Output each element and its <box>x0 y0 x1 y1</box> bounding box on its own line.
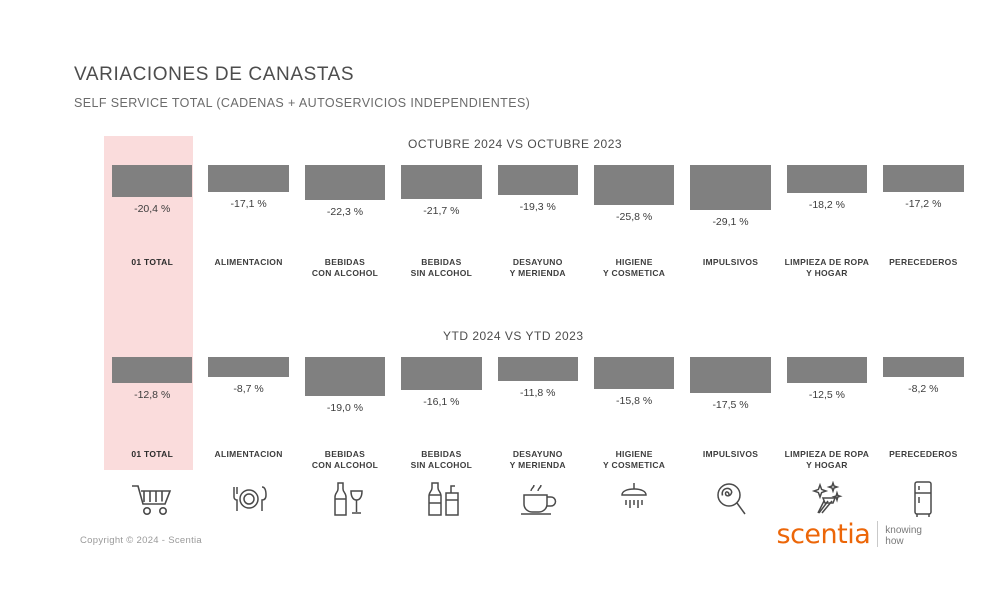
chart-column <box>200 165 296 295</box>
bar-zone <box>393 357 489 429</box>
chart-title-october: OCTUBRE 2024 VS OCTUBRE 2023 <box>408 137 623 151</box>
bar <box>594 165 674 205</box>
shower-head-icon <box>586 474 682 524</box>
bar-value-label: -21,7 % <box>423 204 460 217</box>
category-label: 01 TOTAL <box>131 257 174 267</box>
chart-column <box>586 165 682 295</box>
bar-zone <box>779 165 875 237</box>
chart-column <box>779 165 875 295</box>
bar <box>883 165 963 192</box>
bar <box>112 357 192 383</box>
bar-zone <box>297 357 393 429</box>
chart-column <box>875 165 971 295</box>
bar-zone <box>875 165 971 237</box>
sparkle-cleaning-icon <box>779 474 875 524</box>
bar-zone <box>586 165 682 237</box>
lollipop-icon <box>682 474 778 524</box>
chart-column <box>490 357 586 487</box>
category-label: DESAYUNO Y MERIENDA <box>509 449 566 470</box>
category-label: BEBIDAS CON ALCOHOL <box>311 449 379 470</box>
category-label: BEBIDAS SIN ALCOHOL <box>410 449 473 470</box>
bar-value-label: -25,8 % <box>616 210 653 223</box>
category-label: HIGIENE Y COSMETICA <box>603 449 666 470</box>
bar-zone <box>586 357 682 429</box>
scentia-logo <box>777 521 922 548</box>
bar-value-label: -17,2 % <box>905 197 942 210</box>
bar <box>208 357 288 377</box>
bar-zone <box>779 357 875 429</box>
category-label: BEBIDAS CON ALCOHOL <box>311 257 379 278</box>
bar <box>305 165 385 200</box>
bar-value-label: -29,1 % <box>712 216 749 229</box>
category-label: IMPULSIVOS <box>702 257 759 267</box>
category-label: BEBIDAS SIN ALCOHOL <box>410 257 473 278</box>
bar-value-label: -20,4 % <box>134 202 171 215</box>
bar <box>401 165 481 199</box>
chart-column <box>490 165 586 295</box>
chart-column <box>779 357 875 487</box>
copyright-text: Copyright © 2024 - Scentia <box>80 535 202 546</box>
bar-value-label: -16,1 % <box>423 396 460 408</box>
bar-zone <box>682 357 778 429</box>
bar-zone <box>297 165 393 237</box>
chart-column <box>682 357 778 487</box>
bar-zone <box>104 165 200 237</box>
category-label: PERECEDEROS <box>889 449 958 459</box>
bar <box>208 165 288 192</box>
bar <box>594 357 674 389</box>
bar-zone <box>682 165 778 237</box>
bar-zone <box>393 165 489 237</box>
bar-value-label: -12,8 % <box>134 389 171 402</box>
category-label: LIMPIEZA DE ROPA Y HOGAR <box>784 257 870 278</box>
bar-value-label: -19,3 % <box>519 200 556 213</box>
logo-tagline <box>885 525 922 547</box>
bar <box>112 165 192 197</box>
category-label: IMPULSIVOS <box>702 449 759 459</box>
bar-zone <box>104 357 200 429</box>
bar <box>787 165 867 193</box>
bar <box>690 357 770 393</box>
bottle-juice-box-icon <box>393 474 489 524</box>
logo-tagline-line2: how <box>885 536 904 547</box>
bar <box>498 165 578 195</box>
bar <box>690 165 770 210</box>
bar-chart-ytd <box>104 357 972 487</box>
wine-bottle-glass-icon <box>297 474 393 524</box>
chart-column <box>393 165 489 295</box>
bar-zone <box>200 165 296 237</box>
logo-tagline-line1: knowing <box>885 525 922 536</box>
logo-divider <box>877 521 878 547</box>
bar-value-label: -18,2 % <box>808 199 846 212</box>
logo-wordmark: scentia <box>776 519 871 550</box>
chart-column <box>104 165 200 295</box>
bar-value-label: -22,3 % <box>326 205 364 218</box>
bar <box>883 357 963 377</box>
bar-value-label: -17,1 % <box>230 197 267 210</box>
chart-column <box>875 357 971 487</box>
plate-cutlery-icon <box>200 474 296 524</box>
bar <box>498 357 578 381</box>
chart-column <box>200 357 296 487</box>
refrigerator-icon <box>875 474 971 524</box>
category-label: ALIMENTACION <box>214 257 283 267</box>
bar-value-label: -19,0 % <box>326 401 364 414</box>
category-icon-row <box>104 474 972 524</box>
bar-value-label: -8,7 % <box>233 383 264 395</box>
bar-chart-october <box>104 165 972 295</box>
chart-title-ytd: YTD 2024 VS YTD 2023 <box>443 329 584 343</box>
bar <box>305 357 385 396</box>
bar-value-label: -8,2 % <box>908 383 939 395</box>
category-label: PERECEDEROS <box>889 257 958 267</box>
category-label: HIGIENE Y COSMETICA <box>603 257 666 278</box>
bar-value-label: -15,8 % <box>616 395 653 408</box>
bar-value-label: -17,5 % <box>712 398 749 411</box>
page-title: VARIACIONES DE CANASTAS <box>74 64 355 85</box>
chart-column <box>297 165 393 295</box>
bar-zone <box>490 165 586 237</box>
bar-zone <box>490 357 586 429</box>
bar <box>401 357 481 390</box>
coffee-cup-icon <box>490 474 586 524</box>
bar-value-label: -12,5 % <box>808 388 846 401</box>
chart-column <box>297 357 393 487</box>
chart-column <box>586 357 682 487</box>
bar-zone <box>200 357 296 429</box>
category-label: DESAYUNO Y MERIENDA <box>509 257 566 278</box>
shopping-cart-icon <box>104 474 200 524</box>
page-subtitle: SELF SERVICE TOTAL (CADENAS + AUTOSERVICIOS INDEPENDIENTES) <box>74 96 531 110</box>
category-label: ALIMENTACION <box>214 449 283 459</box>
chart-column <box>393 357 489 487</box>
bar-value-label: -11,8 % <box>520 387 556 400</box>
category-label: 01 TOTAL <box>131 449 174 459</box>
bar-zone <box>875 357 971 429</box>
chart-column <box>104 357 200 487</box>
category-label: LIMPIEZA DE ROPA Y HOGAR <box>784 449 870 470</box>
chart-column <box>682 165 778 295</box>
bar <box>787 357 867 383</box>
